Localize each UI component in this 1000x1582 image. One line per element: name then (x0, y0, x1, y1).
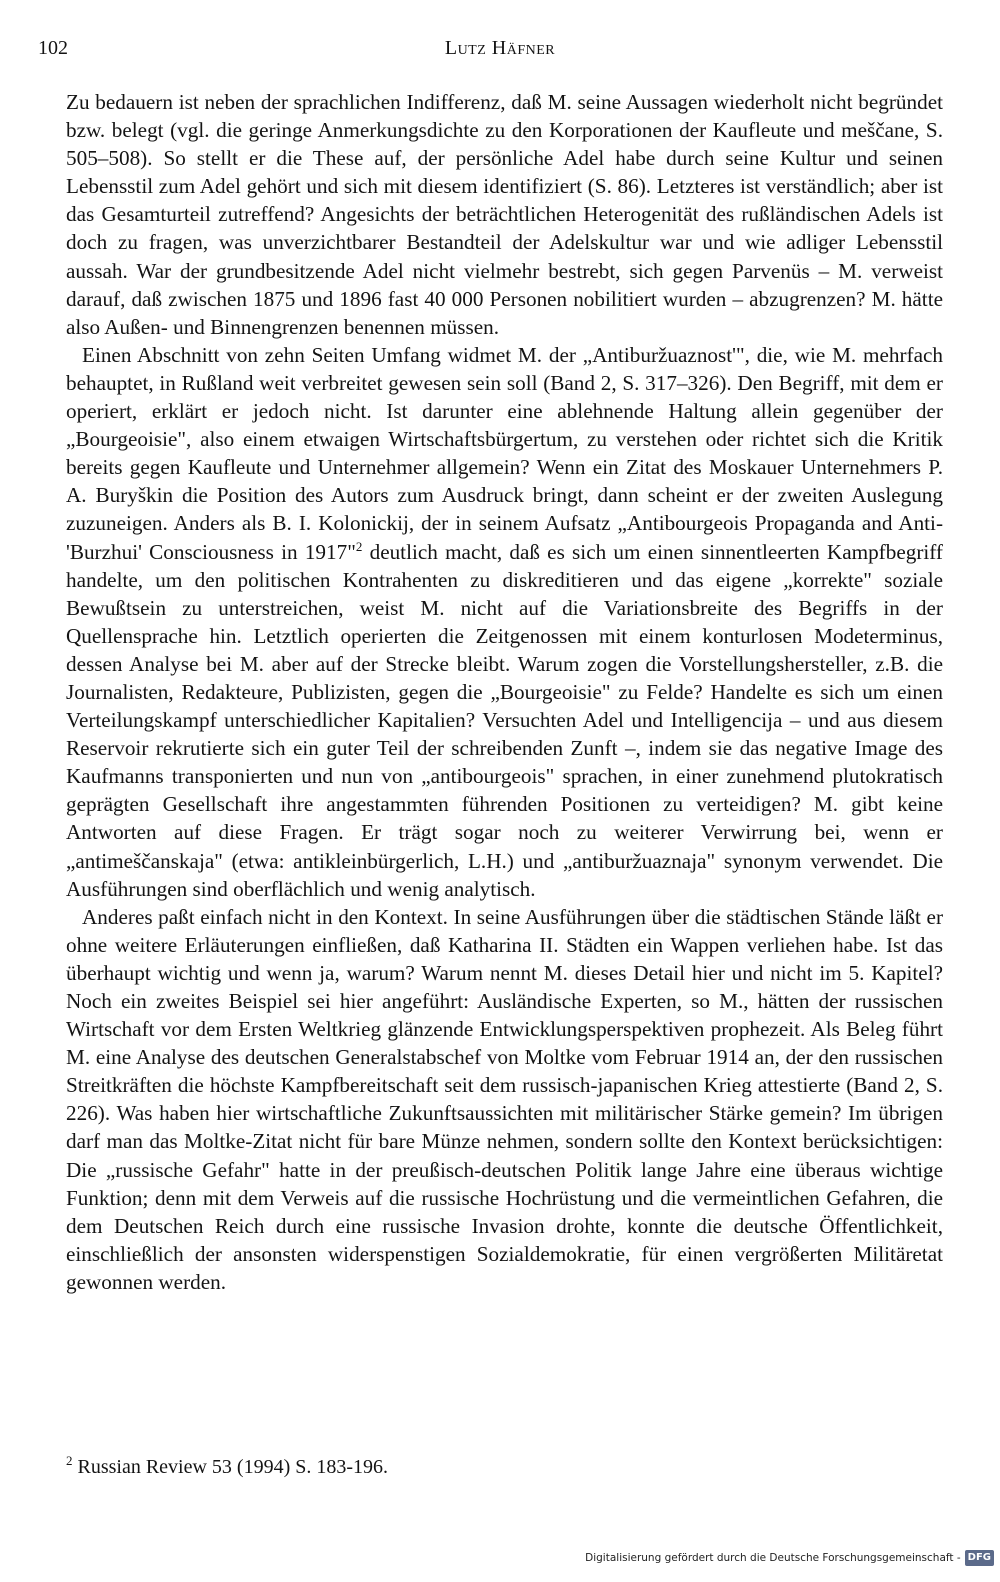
footnote-reference: 2 (355, 538, 363, 554)
running-head: Lutz Häfner (444, 37, 556, 59)
paragraph-2-text: Einen Abschnitt von zehn Seiten Umfang widmet M. der „Antiburžuaznost'", die, wie M. mehrfach behauptet, in Rußland weit verbreitet gewesen sein soll (Band 2, S. 317–326). Den Begriff, mit dem er operiert, erklärt er jedoch nicht. Ist darunter eine ablehnende Haltung allein gegenüber der „Bourgeoisie", also einem etwaigen Wirtschaftsbürgertum, zu verstehen oder richtet sich die Kritik bereits gegen Kaufleute und Unternehmer allgemein? Wenn ein Zitat des Moskauer Unternehmers P. A. Buryškin die Position des Autors zum Ausdruck bringt, dann scheint er der zweiten Auslegung zuzuneigen. Anders als B. I. Kolonickij, der in seinem Aufsatz „Antibourgeois Propaganda and Anti-'Burzhui' Consciousness in 1917" (66, 342, 943, 564)
page-number: 102 (38, 37, 68, 59)
digitization-note: Digitalisierung gefördert durch die Deutsche Forschungsgemeinschaft - (585, 1552, 961, 1564)
digitization-footer (585, 1550, 994, 1566)
footnote (66, 1454, 943, 1480)
footnote-number: 2 (66, 1453, 73, 1469)
paragraph-2-continued: deutlich macht, daß es sich um einen sinnentleerten Kampfbegriff handelte, um den politischen Kontrahenten zu diskreditieren und das eigene „korrekte" soziale Bewußtsein zu unterstreichen, weist M. nicht auf die Variationsbreite des Begriffs in der Quellensprache hin. Letztlich operierten die Zeitgenossen mit einem konturlosen Modeterminus, dessen Analyse bei M. aber auf der Strecke bleibt. Warum zogen die Vorstellungshersteller, z.B. die Journalisten, Redakteure, Publizisten, gegen die „Bourgeoisie" zu Felde? Handelte es sich um einen Verteilungskampf unterschiedlicher Kapitalien? Versuchten Adel und Intelligencija – und aus diesem Reservoir rekrutierte sich ein guter Teil der schreibenden Zunft –, indem sie das negative Image des Kaufmanns transponierten und nun von „antibourgeois" sprachen, in einer zunehmend plutokratisch geprägten Gesellschaft ihre angestammten führenden Positionen zu verteidigen? M. gibt keine Antworten auf diese Fragen. Er trägt sogar noch zu weiterer Verwirrung bei, wenn er „antimeščanskaja" (etwa: antikleinbürgerlich, L.H.) und „antiburžuaznaja" synonym verwendet. Die Ausführungen sind oberflächlich und wenig analytisch. (66, 539, 943, 901)
footnote-text: Russian Review 53 (1994) S. 183-196. (77, 1456, 389, 1478)
paragraph-3: Anderes paßt einfach nicht in den Kontext. In seine Ausführungen über die städtischen Stände läßt er ohne weitere Erläuterungen einfließen, daß Katharina II. Städten ein Wappen verliehen habe. Ist das überhaupt wichtig und wenn ja, warum? Warum nennt M. dieses Detail hier und nicht im 5. Kapitel? Noch ein zweites Beispiel sei hier angeführt: Ausländische Experten, so M., hätten der russischen Wirtschaft vor dem Ersten Weltkrieg glänzende Entwicklungsperspektiven prophezeit. Als Beleg führt M. eine Analyse des deutschen Generalstabschef von Moltke vom Februar 1914 an, der den russischen Streitkräften die höchste Kampfbereitschaft seit dem russisch-japanischen Krieg attestierte (Band 2, S. 226). Was haben hier wirtschaftliche Zukunftsaussichten mit militärischer Stärke gemein? Im übrigen darf man das Moltke-Zitat nicht für bare Münze nehmen, sondern sollte den Kontext berücksichtigen: Die „russische Gefahr" hatte in der preußisch-deutschen Politik lange Jahre eine überaus wichtige Funktion; denn mit dem Verweis auf die russische Hochrüstung und die vermeintlichen Gefahren, die dem Deutschen Reich durch eine russische Invasion drohte, konnte die deutsche Öffentlichkeit, einschließlich der ansonsten widerspenstigen Sozialdemokratie, für einen vergrößerten Militäretat gewonnen werden. (66, 904, 943, 1294)
paragraph-2 (66, 341, 943, 903)
paragraph-1: Zu bedauern ist neben der sprachlichen Indifferenz, daß M. seine Aussagen wiederholt nicht begründet bzw. belegt (vgl. die geringe Anmerkungsdichte zu den Korporationen der Kaufleute und meščane, S. 505–508). So stellt er die These auf, der persönliche Adel habe durch seine Kultur und seinen Lebensstil zum Adel gehört und sich mit diesem identifiziert (S. 86). Letzteres ist verständlich; aber ist das Gesamturteil zutreffend? Angesichts der beträchtlichen Heterogenität des rußländischen Adels ist doch zu fragen, was unverzichtbarer Bestandteil der Adelskultur war und wie adliger Lebensstil aussah. War der grundbesitzende Adel nicht vielmehr bestrebt, sich gegen Parvenüs – M. verweist darauf, daß zwischen 1875 und 1896 fast 40 000 Personen nobilitiert wurden – abzugrenzen? M. hätte also Außen- und Binnengrenzen benennen müssen. (66, 90, 943, 339)
body-text (66, 88, 943, 1296)
dfg-logo: DFG (965, 1550, 994, 1566)
